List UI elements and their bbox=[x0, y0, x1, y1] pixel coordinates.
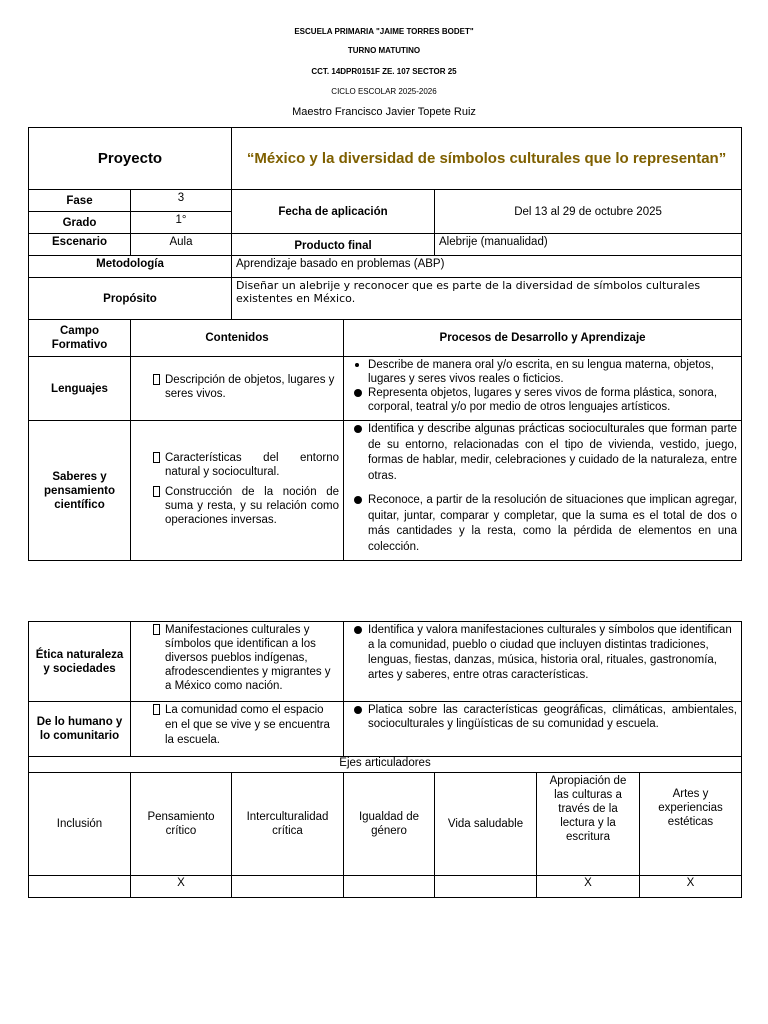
procesos-cell bbox=[344, 622, 742, 702]
procesos-header: Procesos de Desarrollo y Aprendizaje bbox=[344, 320, 742, 357]
grado-label: Grado bbox=[29, 212, 131, 234]
campo-saberes: Saberes y pensamiento científico bbox=[29, 421, 131, 561]
contenidos-cell bbox=[131, 421, 344, 561]
bullet-icon bbox=[354, 389, 362, 397]
list-item: Platica sobre las características geográficas, climáticas, ambientales, socioculturales y lingüísticas de su comunidad y escuela. bbox=[348, 703, 737, 731]
list-item: Construcción de la noción de suma y resta, y su relación como operaciones inversas. bbox=[135, 485, 339, 527]
teacher-name: Maestro Francisco Javier Topete Ruiz bbox=[292, 106, 476, 118]
project-title: “México y la diversidad de símbolos culturales que lo representan” bbox=[232, 128, 742, 190]
proposito-label: Propósito bbox=[29, 278, 232, 320]
eje-mark bbox=[344, 876, 435, 898]
square-bullet-icon bbox=[153, 374, 160, 385]
list-item: Identifica y describe algunas prácticas socioculturales que forman parte de su entorno, relacionadas con el tipo de vivienda, vestido, juego, formas de hablar, medir, celebraciones y cuidado de la naturaleza, entre otras. bbox=[348, 422, 737, 484]
cct: CCT. 14DPR0151F ZE. 107 SECTOR 25 bbox=[311, 67, 457, 76]
bullet-icon bbox=[354, 626, 362, 634]
eje-header: Interculturalidad crítica bbox=[232, 773, 344, 876]
eje-header: Artes y experiencias estéticas bbox=[640, 773, 742, 876]
square-bullet-icon bbox=[153, 704, 160, 715]
producto-value: Alebrije (manualidad) bbox=[435, 234, 742, 256]
eje-mark bbox=[29, 876, 131, 898]
campo-humano: De lo humano y lo comunitario bbox=[29, 702, 131, 757]
eje-mark bbox=[232, 876, 344, 898]
eje-header: Inclusión bbox=[29, 773, 131, 876]
square-bullet-icon bbox=[153, 624, 160, 635]
list-item: Reconoce, a partir de la resolución de situaciones que implican agregar, quitar, juntar, comparar y completar, que la suma es el total de dos o más cantidades y la resta, como la pérdida de elementos en una colección. bbox=[348, 493, 737, 555]
metodologia-value: Aprendizaje basado en problemas (ABP) bbox=[232, 256, 742, 278]
project-table bbox=[28, 127, 742, 561]
bullet-icon bbox=[354, 496, 362, 504]
ejes-title: Ejes articuladores bbox=[29, 757, 742, 773]
grado-value: 1° bbox=[131, 212, 232, 234]
procesos-cell bbox=[344, 421, 742, 561]
square-bullet-icon bbox=[153, 452, 160, 463]
square-bullet-icon bbox=[153, 486, 160, 497]
list-item: Descripción de objetos, lugares y seres vivos. bbox=[135, 373, 339, 401]
proposito-value: Diseñar un alebrije y reconocer que es parte de la diversidad de símbolos culturales existentes en México. bbox=[232, 278, 742, 320]
escenario-label: Escenario bbox=[29, 234, 131, 256]
eje-mark: X bbox=[131, 876, 232, 898]
eje-header: Pensamiento crítico bbox=[131, 773, 232, 876]
project-table-continued bbox=[28, 621, 742, 898]
bullet-icon bbox=[354, 425, 362, 433]
list-item: Describe de manera oral y/o escrita, en su lengua materna, objetos, lugares y seres vivos reales o ficticios. bbox=[348, 358, 737, 386]
list-item: Representa objetos, lugares y seres vivos de forma plástica, sonora, corporal, teatral y/o por medio de otros lenguajes artísticos. bbox=[348, 386, 737, 414]
eje-header: Vida saludable bbox=[435, 773, 537, 876]
eje-mark: X bbox=[640, 876, 742, 898]
shift: TURNO MATUTINO bbox=[347, 46, 421, 55]
producto-label: Producto final bbox=[232, 234, 435, 256]
campo-lenguajes: Lenguajes bbox=[29, 357, 131, 421]
campo-etica: Ética naturaleza y sociedades bbox=[29, 622, 131, 702]
metodologia-label: Metodología bbox=[29, 256, 232, 278]
contenidos-cell bbox=[131, 702, 344, 757]
eje-mark bbox=[435, 876, 537, 898]
escenario-value: Aula bbox=[131, 234, 232, 256]
project-label: Proyecto bbox=[29, 128, 232, 190]
school-name: ESCUELA PRIMARIA "JAIME TORRES BODET" bbox=[294, 27, 474, 36]
school-cycle: CICLO ESCOLAR 2025-2026 bbox=[331, 87, 437, 96]
contenidos-header: Contenidos bbox=[131, 320, 344, 357]
procesos-cell bbox=[344, 357, 742, 421]
list-item: La comunidad como el espacio en el que se vive y se encuentra la escuela. bbox=[135, 703, 339, 748]
fecha-value: Del 13 al 29 de octubre 2025 bbox=[435, 190, 742, 234]
contenidos-cell bbox=[131, 622, 344, 702]
list-item: Identifica y valora manifestaciones culturales y símbolos que identifican a la comunidad, pueblo o ciudad que incluyen distintas tradiciones, lenguas, fiestas, danzas, música, historia oral, rituales, gastronomía, artes y saberes, entre otras características. bbox=[348, 623, 737, 683]
procesos-cell bbox=[344, 702, 742, 757]
eje-mark: X bbox=[537, 876, 640, 898]
bullet-icon bbox=[354, 706, 362, 714]
fase-label: Fase bbox=[29, 190, 131, 212]
fase-value: 3 bbox=[131, 190, 232, 212]
list-item: Características del entorno natural y sociocultural. bbox=[135, 451, 339, 479]
fecha-label: Fecha de aplicación bbox=[232, 190, 435, 234]
campo-header: Campo Formativo bbox=[29, 320, 131, 357]
eje-header: Igualdad de género bbox=[344, 773, 435, 876]
contenidos-cell bbox=[131, 357, 344, 421]
list-item: Manifestaciones culturales y símbolos que identifican a los diversos pueblos indígenas, afrodescendientes y migrantes y a México como nación. bbox=[135, 623, 339, 693]
eje-header: Apropiación de las culturas a través de la lectura y la escritura bbox=[537, 773, 640, 876]
bullet-icon bbox=[355, 363, 359, 367]
